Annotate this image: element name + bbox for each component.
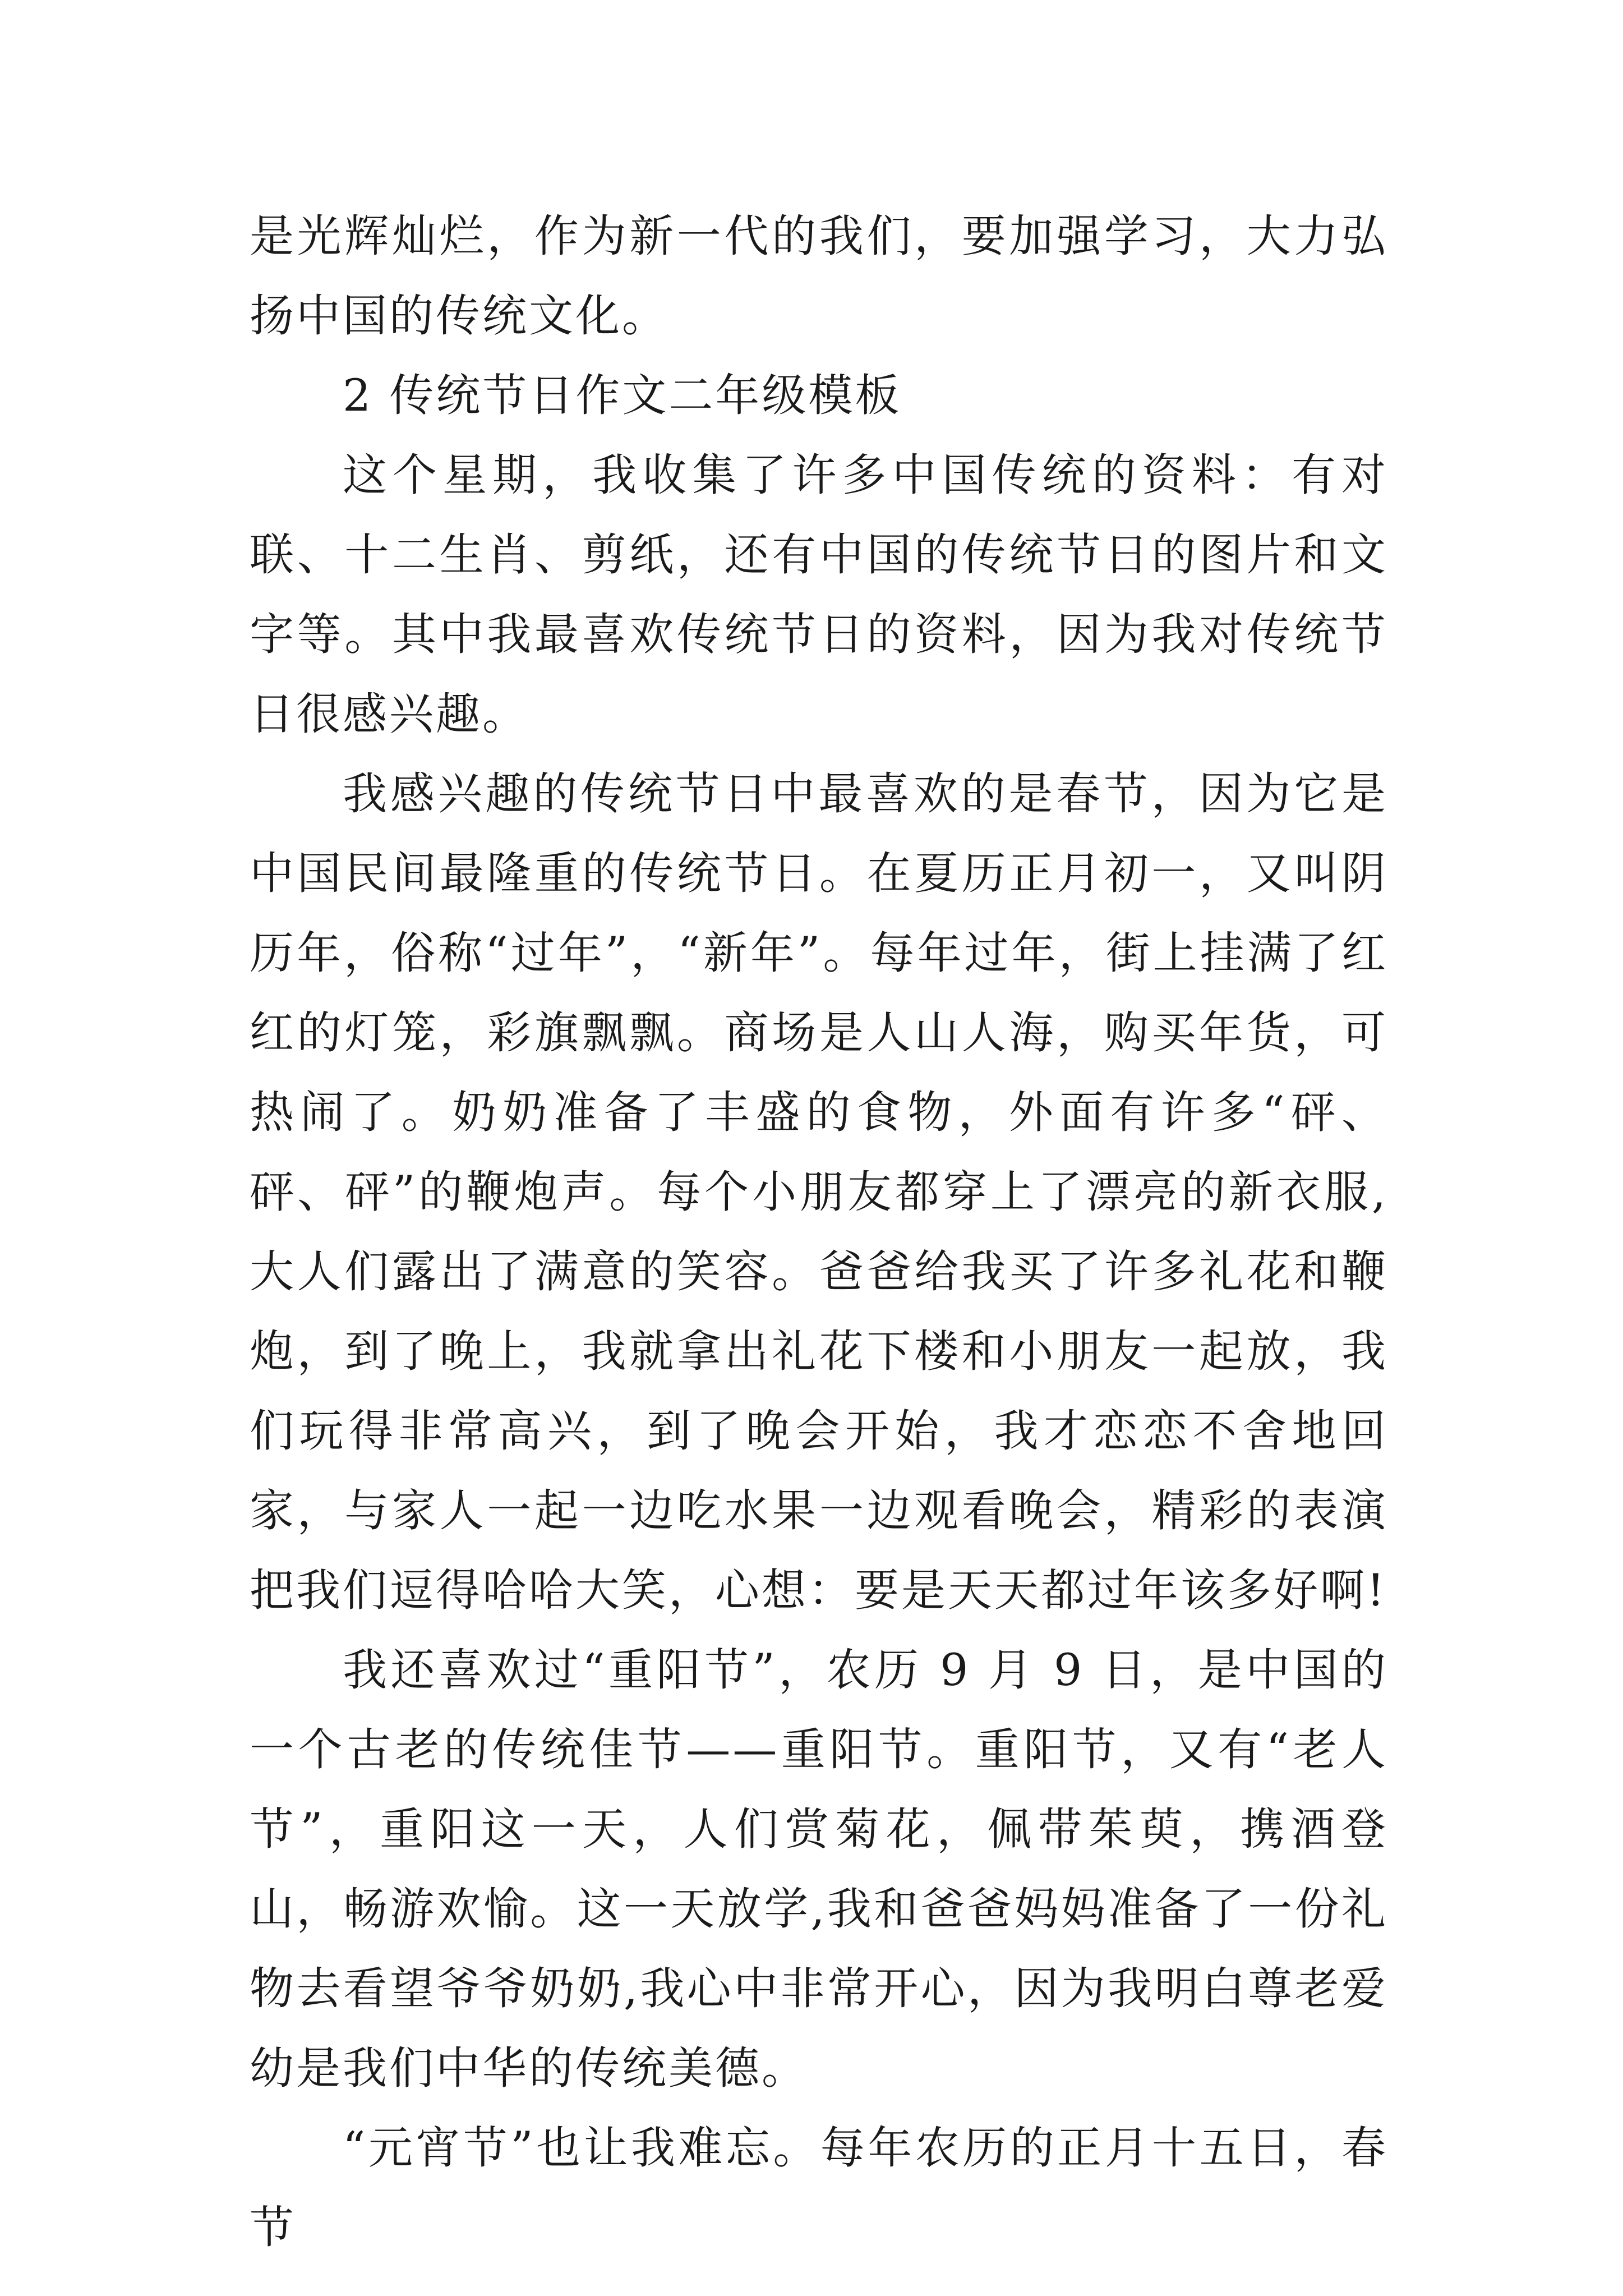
paragraph-continuation: 是光辉灿烂，作为新一代的我们，要加强学习，大力弘扬中国的传统文化。 <box>250 210 1388 342</box>
paragraph-lantern-festival: “元宵节”也让我难忘。每年农历的正月十五日，春节 <box>250 2122 1388 2253</box>
paragraph-spring-festival: 我感兴趣的传统节日中最喜欢的是春节，因为它是中国民间最隆重的传统节日。在夏历正月初一，又叫阴历年，俗称“过年”，“新年”。每年过年，街上挂满了红红的灯笼，彩旗飘飘。商场是人山人海，购买年货，可热闹了。奶奶准备了丰盛的食物，外面有许多“砰、砰、砰”的鞭炮声。每个小朋友都穿上了漂亮的新衣服,大人们露出了满意的笑容。爸爸给我买了许多礼花和鞭炮，到了晚上，我就拿出礼花下楼和小朋友一起放，我们玩得非常高兴，到了晚会开始，我才恋恋不舍地回家，与家人一起一边吃水果一边观看晚会，精彩的表演把我们逗得哈哈大笑，心想：要是天天都过年该多好啊! <box>250 768 1388 1616</box>
document-body <box>250 196 1388 2267</box>
paragraph-intro: 这个星期，我收集了许多中国传统的资料：有对联、十二生肖、剪纸，还有中国的传统节日的图片和文字等。其中我最喜欢传统节日的资料，因为我对传统节日很感兴趣。 <box>250 449 1388 740</box>
paragraph-double-ninth: 我还喜欢过“重阳节”，农历 9 月 9 日，是中国的一个古老的传统佳节——重阳节。重阳节，又有“老人节”，重阳这一天，人们赏菊花，佩带茱萸，携酒登山，畅游欢愉。这一天放学,我和爸爸妈妈准备了一份礼物去看望爷爷奶奶,我心中非常开心，因为我明白尊老爱幼是我们中华的传统美德。 <box>250 1644 1388 2094</box>
section-heading: 2 传统节日作文二年级模板 <box>343 370 902 421</box>
